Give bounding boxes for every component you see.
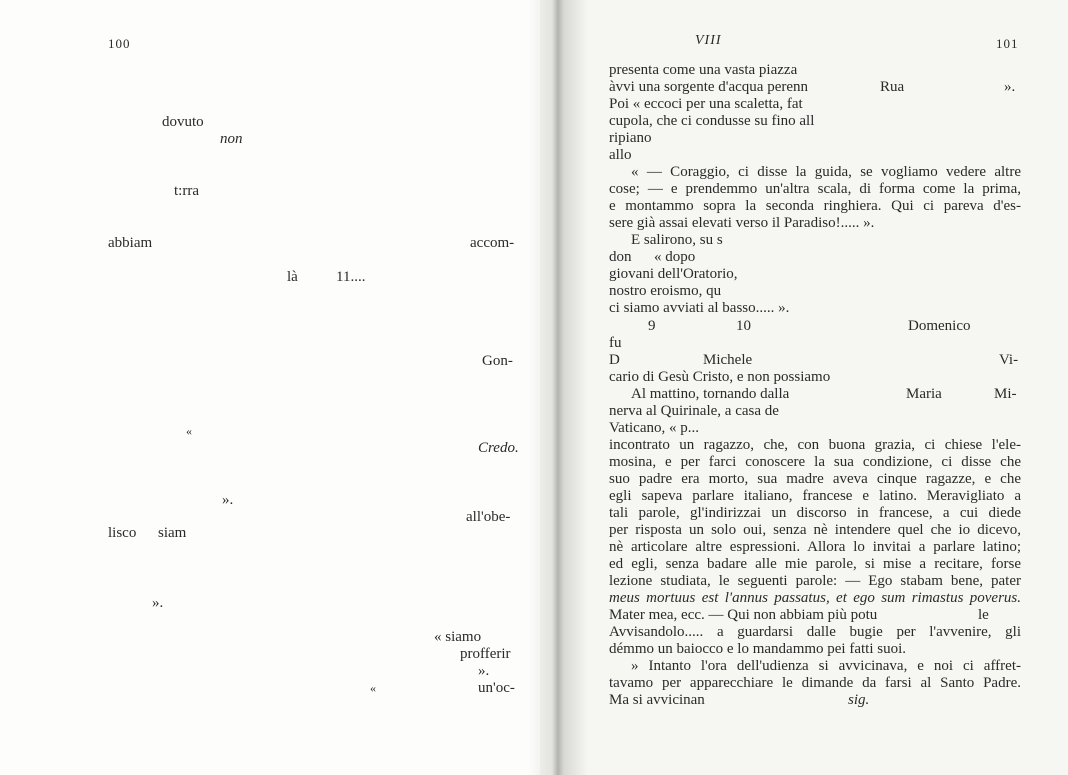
paragraph-line: e montammo sopra la seconda ringhiera. Qui ci pareva d'es- [609,198,1021,214]
left-page-number: 100 [108,36,131,51]
text-line: Poi « eccoci per una scaletta, fat [609,96,803,112]
text-fragment: abbiam [108,235,153,251]
text-line: presenta come una vasta piazza [609,62,798,78]
text-fragment: ». [1004,79,1016,95]
paragraph-line: ed egli, senza badare alle mie parole, si mise a recitare, forse [609,556,1021,572]
paragraph-line: Avvisandolo..... a guardarsi dalle bugie per l'avvenire, gli [609,624,1021,640]
text-fragment: Credo. [478,440,519,456]
text-fragment: là [287,269,298,285]
text-fragment: ». [478,663,490,679]
text-fragment: un'oc- [478,680,515,696]
text-line: nostro eroismo, qu [609,283,722,299]
text-fragment: non [220,131,243,147]
text-fragment: t:rra [174,183,199,199]
footnote-number: 9 [648,318,656,334]
text-fragment: fu [609,335,622,351]
paragraph-line: per risposta un solo oui, senza nè intendere quel che io dicevo, [609,522,1021,538]
book-gutter-shadow [528,0,588,775]
paragraph-line: nè articolare altre espressioni. Allora lo invitai a parlare latino; [609,539,1021,555]
text-fragment: Vi- [999,352,1019,368]
text-fragment: Gon- [482,353,513,369]
text-fragment: Domenico [908,318,971,334]
text-fragment: 11.... [336,269,366,285]
text-fragment: Al mattino, tornando dalla [631,386,790,402]
text-fragment: Mi- [994,386,1017,402]
text-line: ripiano [609,130,652,146]
paragraph-line: tali parole, gl'indirizzai un discorso in francese, a cui diede [609,505,1021,521]
paragraph-line: tavamo per apparecchiare le dimande da farsi al Santo Padre. [609,675,1021,691]
chapter-header: VIII [695,33,722,48]
text-line: E salirono, su s [631,232,723,248]
paragraph-line: suo padre era morto, sua madre aveva cinque ragazze, e che [609,471,1021,487]
text-fragment: Maria [906,386,942,402]
text-fragment: lisco [108,525,137,541]
text-fragment: profferir [460,646,511,662]
text-line: allo [609,147,632,163]
paragraph-line: Mater mea, ecc. — Qui non abbiam più potu [609,607,878,623]
text-fragment: D [609,352,620,368]
text-fragment: Michele [703,352,753,368]
paragraph-line: « — Coraggio, ci disse la guida, se vogliamo vedere altre [631,164,1021,180]
text-line: àvvi una sorgente d'acqua perenn [609,79,809,95]
text-fragment: all'obe- [466,509,511,525]
paragraph-line: démmo un baiocco e lo mandammo pei fatti suoi. [609,641,907,657]
text-fragment: ». [152,595,164,611]
paragraph-line: mosina, e per farci conoscere la sua condizione, ci disse che [609,454,1021,470]
footnote-number: 10 [736,318,751,334]
text-fragment: dovuto [162,114,204,130]
text-fragment: le [978,607,989,623]
paragraph-line: egli sapeva parlare italiano, francese e latino. Meravigliato a [609,488,1021,504]
text-fragment: « dopo [654,249,696,265]
text-fragment: « [370,681,376,695]
text-fragment: accom- [470,235,515,251]
text-fragment: don [609,249,632,265]
text-line: ci siamo avviati al basso..... ». [609,300,790,316]
text-line: cario di Gesù Cristo, e non possiamo [609,369,831,385]
paragraph-line: Ma si avvicinan [609,692,705,708]
text-fragment: Rua [880,79,905,95]
right-page-number: 101 [996,36,1019,51]
paragraph-line: meus mortuus est l'annus passatus, et ego sum rimastus poverus. [609,590,1021,606]
paragraph-line: lezione studiata, le seguenti parole: — Ego stabam bene, pater [609,573,1021,589]
text-fragment: ». [222,492,234,508]
paragraph-line: » Intanto l'ora dell'udienza si avvicinava, e noi ci affret- [631,658,1021,674]
paragraph-line: incontrato un ragazzo, che, con buona grazia, ci chiese l'ele- [609,437,1021,453]
text-line: Vaticano, « p... [609,420,699,436]
text-fragment: « [186,424,192,438]
paragraph-line: sere già assai elevati verso il Paradiso!..... ». [609,215,875,231]
text-line: giovani dell'Oratorio, [609,266,738,282]
text-line: cupola, che ci condusse su fino all [609,113,815,129]
paragraph-line: cose; — e prendemmo un'altra scala, di forma come la prima, [609,181,1021,197]
text-line: nerva al Quirinale, a casa de [609,403,779,419]
text-fragment: sig. [848,692,870,708]
text-fragment: « siamo [434,629,482,645]
text-fragment: siam [158,525,187,541]
